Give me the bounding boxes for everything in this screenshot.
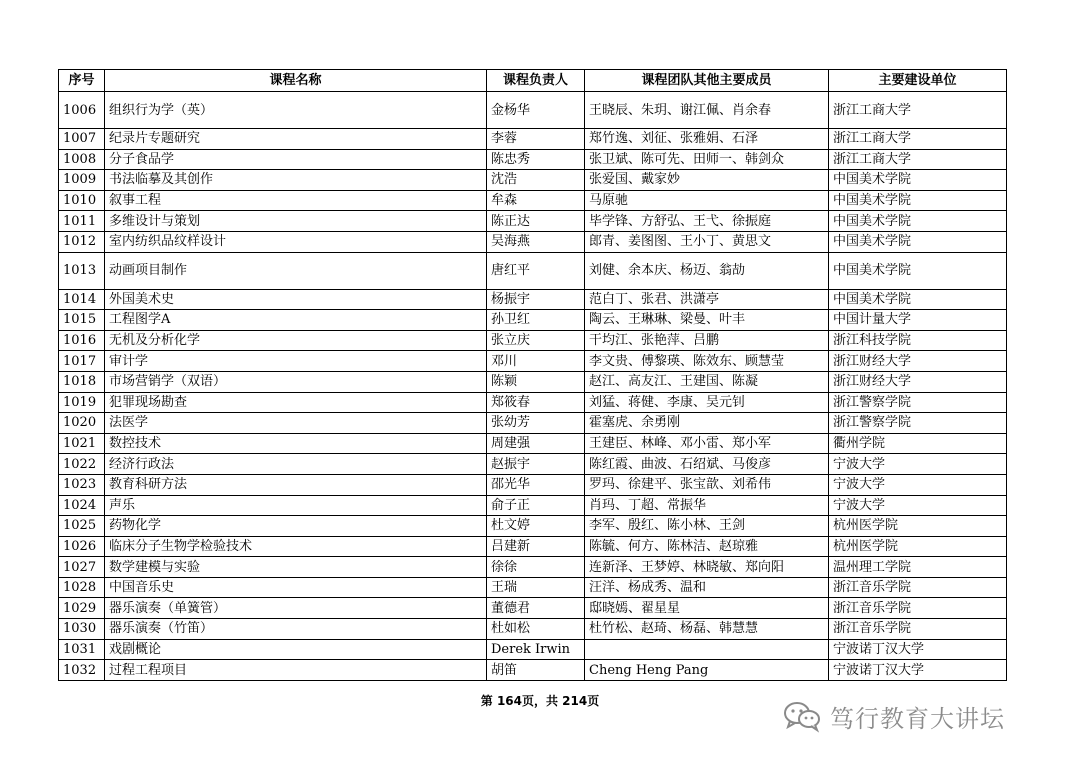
cell-no: 1006 (59, 92, 105, 129)
table-row (59, 598, 1007, 619)
table-row (59, 433, 1007, 454)
cell-team: 陈毓、何方、陈林洁、赵琼雅 (585, 536, 829, 557)
cell-unit: 中国美术学院 (829, 211, 1007, 232)
cell-course-name: 器乐演奏（单簧管） (105, 598, 487, 619)
cell-no: 1016 (59, 330, 105, 351)
cell-no: 1010 (59, 190, 105, 211)
course-table (58, 69, 1007, 681)
table-row (59, 211, 1007, 232)
cell-leader: 吴海燕 (487, 231, 585, 252)
cell-unit: 中国计量大学 (829, 310, 1007, 331)
cell-leader: 吕建新 (487, 536, 585, 557)
cell-course-name: 无机及分析化学 (105, 330, 487, 351)
table-row (59, 639, 1007, 660)
cell-leader: 徐徐 (487, 557, 585, 578)
cell-leader: 周建强 (487, 433, 585, 454)
cell-team: 杜竹松、赵琦、杨磊、韩慧慧 (585, 619, 829, 640)
cell-team: 马原驰 (585, 190, 829, 211)
cell-leader: 沈浩 (487, 170, 585, 191)
cell-team: 王晓辰、朱玥、谢江佩、肖余春 (585, 92, 829, 129)
cell-course-name: 叙事工程 (105, 190, 487, 211)
cell-leader: 张幼芳 (487, 413, 585, 434)
cell-course-name: 数控技术 (105, 433, 487, 454)
cell-course-name: 法医学 (105, 413, 487, 434)
cell-no: 1028 (59, 577, 105, 598)
cell-unit: 宁波大学 (829, 454, 1007, 475)
cell-unit: 浙江工商大学 (829, 129, 1007, 150)
cell-leader: 陈正达 (487, 211, 585, 232)
table-row (59, 330, 1007, 351)
table-row (59, 252, 1007, 289)
table-row (59, 454, 1007, 475)
cell-unit: 中国美术学院 (829, 170, 1007, 191)
cell-team: 邸晓嫣、翟星星 (585, 598, 829, 619)
cell-team: 赵江、高友江、王建国、陈凝 (585, 371, 829, 392)
table-row (59, 289, 1007, 310)
table-row (59, 495, 1007, 516)
cell-leader: 金杨华 (487, 92, 585, 129)
cell-course-name: 审计学 (105, 351, 487, 372)
cell-no: 1027 (59, 557, 105, 578)
cell-course-name: 戏剧概论 (105, 639, 487, 660)
cell-course-name: 过程工程项目 (105, 660, 487, 681)
cell-no: 1017 (59, 351, 105, 372)
cell-course-name: 药物化学 (105, 516, 487, 537)
table-row (59, 516, 1007, 537)
cell-team: 李文贵、傅黎瑛、陈效东、顾慧莹 (585, 351, 829, 372)
cell-unit: 浙江音乐学院 (829, 598, 1007, 619)
cell-unit: 宁波诺丁汉大学 (829, 660, 1007, 681)
cell-course-name: 器乐演奏（竹笛） (105, 619, 487, 640)
table-row (59, 392, 1007, 413)
cell-leader: 孙卫红 (487, 310, 585, 331)
cell-no: 1024 (59, 495, 105, 516)
cell-team: 肖玛、丁超、常振华 (585, 495, 829, 516)
cell-course-name: 纪录片专题研究 (105, 129, 487, 150)
watermark-text: 笃行教育大讲坛 (830, 704, 1005, 733)
header-course-name: 课程名称 (105, 70, 487, 92)
cell-no: 1014 (59, 289, 105, 310)
cell-course-name: 多维设计与策划 (105, 211, 487, 232)
cell-leader: 陈忠秀 (487, 149, 585, 170)
table-row (59, 660, 1007, 681)
cell-no: 1031 (59, 639, 105, 660)
cell-leader: 郑筱春 (487, 392, 585, 413)
cell-team: 王建臣、林峰、邓小雷、郑小军 (585, 433, 829, 454)
cell-course-name: 室内纺织品纹样设计 (105, 231, 487, 252)
cell-course-name: 书法临摹及其创作 (105, 170, 487, 191)
cell-unit: 中国美术学院 (829, 289, 1007, 310)
cell-team (585, 639, 829, 660)
cell-course-name: 分子食品学 (105, 149, 487, 170)
cell-no: 1020 (59, 413, 105, 434)
cell-unit: 浙江警察学院 (829, 413, 1007, 434)
cell-no: 1030 (59, 619, 105, 640)
cell-course-name: 数学建模与实验 (105, 557, 487, 578)
table-row (59, 536, 1007, 557)
cell-leader: 王瑞 (487, 577, 585, 598)
cell-team: 连新泽、王梦婷、林晓敏、郑向阳 (585, 557, 829, 578)
cell-team: 张卫斌、陈可先、田师一、韩剑众 (585, 149, 829, 170)
cell-course-name: 中国音乐史 (105, 577, 487, 598)
table-row (59, 474, 1007, 495)
cell-unit: 中国美术学院 (829, 190, 1007, 211)
cell-team: 干均江、张艳萍、吕鹏 (585, 330, 829, 351)
cell-unit: 浙江音乐学院 (829, 577, 1007, 598)
cell-unit: 浙江财经大学 (829, 351, 1007, 372)
header-team: 课程团队其他主要成员 (585, 70, 829, 92)
cell-team: 陶云、王琳琳、梁曼、叶丰 (585, 310, 829, 331)
wechat-icon (782, 699, 822, 733)
cell-course-name: 动画项目制作 (105, 252, 487, 289)
cell-no: 1008 (59, 149, 105, 170)
cell-no: 1022 (59, 454, 105, 475)
cell-team: 张爱国、戴家妙 (585, 170, 829, 191)
cell-no: 1029 (59, 598, 105, 619)
cell-unit: 宁波大学 (829, 495, 1007, 516)
cell-course-name: 经济行政法 (105, 454, 487, 475)
cell-leader: 董德君 (487, 598, 585, 619)
cell-unit: 宁波诺丁汉大学 (829, 639, 1007, 660)
header-no: 序号 (59, 70, 105, 92)
cell-no: 1021 (59, 433, 105, 454)
cell-unit: 宁波大学 (829, 474, 1007, 495)
cell-no: 1013 (59, 252, 105, 289)
table-row (59, 310, 1007, 331)
watermark (782, 696, 1005, 736)
cell-team: 刘健、余本庆、杨迈、翁劼 (585, 252, 829, 289)
cell-unit: 杭州医学院 (829, 516, 1007, 537)
table-row (59, 190, 1007, 211)
cell-leader: 杜文婷 (487, 516, 585, 537)
cell-no: 1019 (59, 392, 105, 413)
cell-unit: 中国美术学院 (829, 231, 1007, 252)
cell-unit: 浙江科技学院 (829, 330, 1007, 351)
table-row (59, 129, 1007, 150)
cell-unit: 中国美术学院 (829, 252, 1007, 289)
cell-no: 1012 (59, 231, 105, 252)
cell-leader: 赵振宇 (487, 454, 585, 475)
cell-course-name: 犯罪现场勘查 (105, 392, 487, 413)
table-row (59, 92, 1007, 129)
table-row (59, 413, 1007, 434)
table-row (59, 149, 1007, 170)
cell-course-name: 组织行为学（英） (105, 92, 487, 129)
cell-unit: 衢州学院 (829, 433, 1007, 454)
cell-course-name: 外国美术史 (105, 289, 487, 310)
table-row (59, 557, 1007, 578)
cell-leader: 杜如松 (487, 619, 585, 640)
table-row (59, 371, 1007, 392)
table-body (59, 92, 1007, 681)
cell-course-name: 工程图学A (105, 310, 487, 331)
cell-leader: Derek Irwin (487, 639, 585, 660)
cell-unit: 浙江财经大学 (829, 371, 1007, 392)
cell-no: 1026 (59, 536, 105, 557)
cell-leader: 张立庆 (487, 330, 585, 351)
cell-no: 1011 (59, 211, 105, 232)
cell-leader: 俞子正 (487, 495, 585, 516)
cell-team: 范白丁、张君、洪潇亭 (585, 289, 829, 310)
cell-course-name: 声乐 (105, 495, 487, 516)
table-row (59, 577, 1007, 598)
cell-team: 陈红霞、曲波、石绍斌、马俊彦 (585, 454, 829, 475)
cell-team: 郑竹逸、刘征、张雅娟、石泽 (585, 129, 829, 150)
table-row (59, 170, 1007, 191)
cell-team: 刘猛、蒋健、李康、吴元钊 (585, 392, 829, 413)
cell-team: 汪洋、杨成秀、温和 (585, 577, 829, 598)
cell-team: 毕学锋、方舒弘、王弋、徐振庭 (585, 211, 829, 232)
table-row (59, 351, 1007, 372)
cell-leader: 陈颖 (487, 371, 585, 392)
cell-team: 罗玛、徐建平、张宝歆、刘希伟 (585, 474, 829, 495)
cell-unit: 杭州医学院 (829, 536, 1007, 557)
cell-leader: 杨振宇 (487, 289, 585, 310)
cell-no: 1018 (59, 371, 105, 392)
cell-leader: 邓川 (487, 351, 585, 372)
cell-unit: 温州理工学院 (829, 557, 1007, 578)
cell-no: 1015 (59, 310, 105, 331)
cell-unit: 浙江音乐学院 (829, 619, 1007, 640)
cell-leader: 邵光华 (487, 474, 585, 495)
cell-no: 1007 (59, 129, 105, 150)
cell-unit: 浙江警察学院 (829, 392, 1007, 413)
cell-team: 李军、殷红、陈小林、王剑 (585, 516, 829, 537)
cell-unit: 浙江工商大学 (829, 92, 1007, 129)
cell-course-name: 市场营销学（双语） (105, 371, 487, 392)
cell-team: 郎青、姜图图、王小丁、黄思文 (585, 231, 829, 252)
table-row (59, 231, 1007, 252)
header-unit: 主要建设单位 (829, 70, 1007, 92)
cell-unit: 浙江工商大学 (829, 149, 1007, 170)
cell-course-name: 临床分子生物学检验技术 (105, 536, 487, 557)
cell-no: 1023 (59, 474, 105, 495)
cell-team: 霍塞虎、余勇刚 (585, 413, 829, 434)
cell-leader: 牟森 (487, 190, 585, 211)
cell-no: 1025 (59, 516, 105, 537)
header-leader: 课程负责人 (487, 70, 585, 92)
cell-course-name: 教育科研方法 (105, 474, 487, 495)
header-row (59, 70, 1007, 92)
cell-team: Cheng Heng Pang (585, 660, 829, 681)
table-row (59, 619, 1007, 640)
cell-leader: 李蓉 (487, 129, 585, 150)
page-footer: 第 164页，共 214页 (480, 694, 600, 708)
cell-leader: 胡笛 (487, 660, 585, 681)
cell-no: 1009 (59, 170, 105, 191)
cell-leader: 唐红平 (487, 252, 585, 289)
cell-no: 1032 (59, 660, 105, 681)
